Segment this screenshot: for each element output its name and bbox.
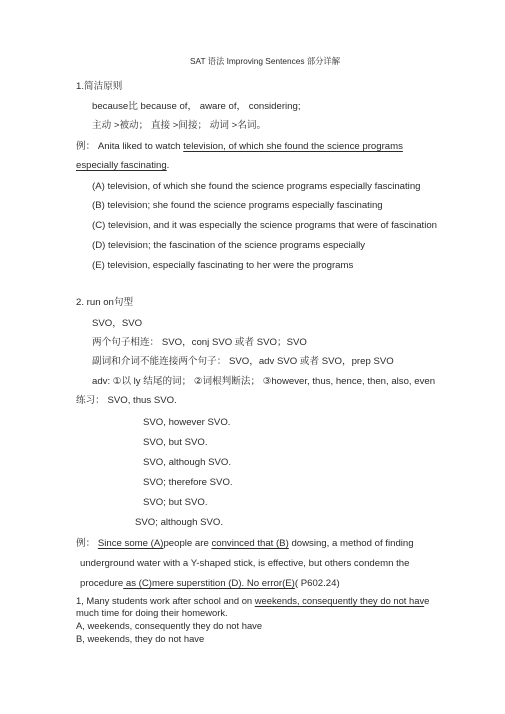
example1-prefix: 例： Anita liked to watch [76, 141, 184, 152]
question1-text-end: e [424, 595, 430, 606]
section2-heading: 2. run on句型 [76, 297, 134, 308]
example2-underline-cde: as (C)mere superstition (D). No error(E) [123, 578, 295, 589]
example2-line2: underground water with a Y-shaped stick, is effective, but others condemn the [80, 558, 410, 569]
practice-item-6: SVO; although SVO. [135, 517, 223, 528]
example2-line1 [76, 538, 414, 550]
example2-text-a: people are [163, 538, 212, 549]
example1-line1 [76, 141, 403, 153]
example2-underline-b: convinced that (B) [211, 538, 289, 549]
section1-rule-line1: because比 because of， aware of， considering; [92, 101, 301, 112]
section2-line3: 副词和介词不能连接两个句子： SVO，adv SVO 或者 SVO，prep SVO [92, 356, 394, 367]
practice-item-3: SVO, although SVO. [143, 457, 231, 468]
example1-underlined-part2: especially fascinating [76, 160, 167, 171]
option-a: (A) television, of which she found the science programs especially fascinating [92, 181, 421, 192]
example2-underline-a: Since some (A) [97, 538, 164, 549]
example1-line2 [76, 160, 169, 172]
section2-line4: adv: ①以 ly 结尾的词； ②词根判断法； ③however, thus, hence, then, also, even [92, 376, 436, 387]
question1-text-start: 1, Many students work after school and on [76, 595, 255, 606]
practice-item-5: SVO; but SVO. [143, 497, 208, 508]
example2-line3 [80, 578, 340, 590]
question1-underlined: weekends, consequently they do not hav [254, 595, 425, 606]
example2-line3-start: procedure [80, 578, 124, 589]
section1-rule-line2: 主动 >被动； 直接 >间接； 动词 >名词。 [92, 120, 267, 131]
option-b: (B) television; she found the science programs especially fascinating [92, 200, 383, 211]
question1-line1 [76, 595, 429, 607]
section2-practice-label: 练习： SVO, thus SVO. [76, 395, 177, 406]
practice-item-1: SVO, however SVO. [143, 417, 231, 428]
question1-option-b: B, weekends, they do not have [76, 633, 205, 644]
example2-text-b: dowsing, a method of finding [288, 538, 414, 549]
question1-option-a: A, weekends, consequently they do not have [76, 620, 263, 631]
doc-title: SAT 语法 Improving Sentences 部分详解 [190, 56, 341, 66]
option-e: (E) television, especially fascinating to her were the programs [92, 260, 354, 271]
practice-item-4: SVO; therefore SVO. [143, 477, 233, 488]
example1-end: . [166, 160, 170, 171]
option-c: (C) television, and it was especially the science programs that were of fascination [92, 220, 438, 231]
question1-line2: much time for doing their homework. [76, 607, 228, 618]
section1-heading: 1.简洁原则 [76, 81, 123, 92]
section2-line2: 两个句子相连： SVO，conj SVO 或者 SVO；SVO [92, 337, 307, 348]
section2-line1: SVO，SVO [92, 318, 143, 329]
option-d: (D) television; the fascination of the science programs especially [92, 240, 366, 251]
practice-item-2: SVO, but SVO. [143, 437, 208, 448]
example2-label: 例： [76, 538, 96, 549]
example1-underlined-part1: television, of which she found the science programs [183, 141, 403, 152]
example2-page-ref: ( P602.24) [294, 578, 340, 589]
